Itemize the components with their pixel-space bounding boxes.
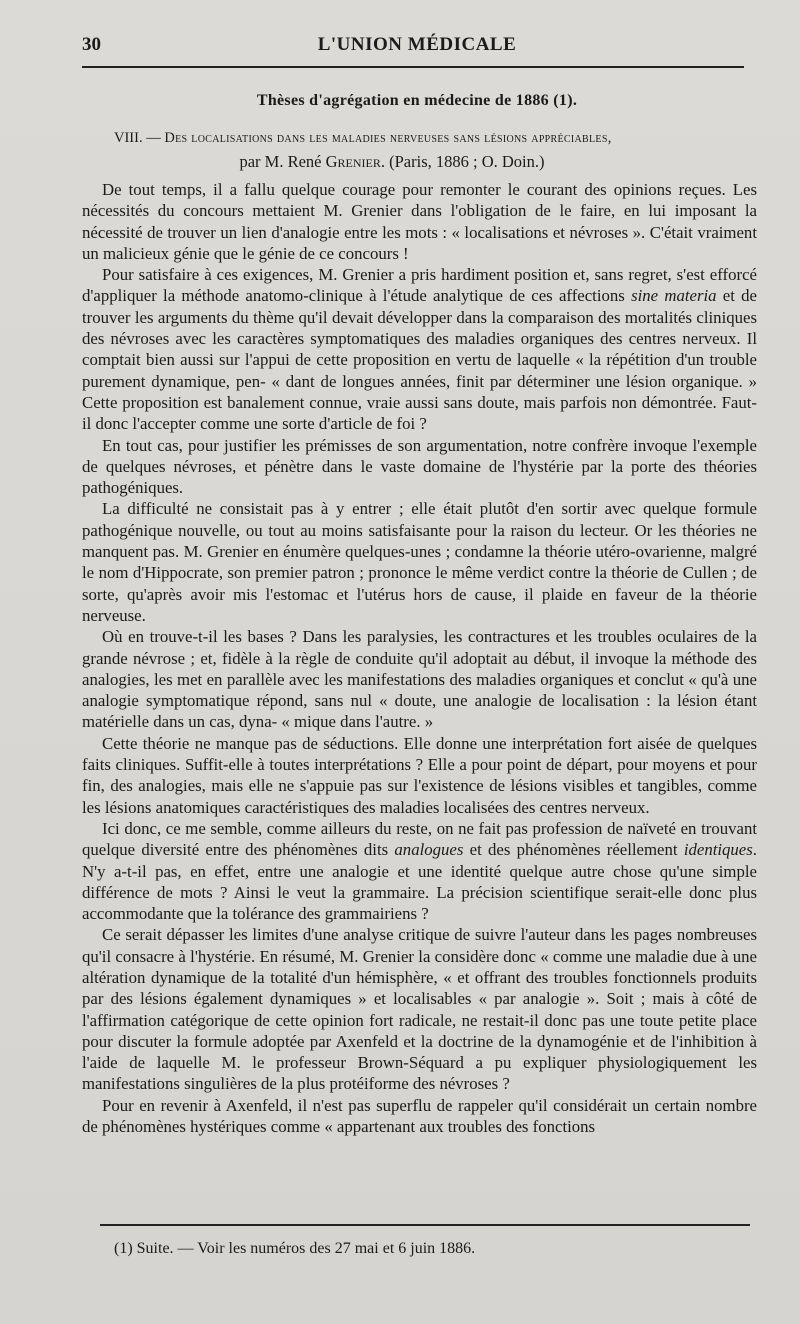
thesis-title-text: Des localisations dans les maladies nerveuses sans lésions appréciables, [164,130,612,146]
paragraph-text: et de trouver les arguments du thème qu'il devait développer dans la comparaison des mortalités cliniques des névroses avec les caractères symptomatiques des maladies organiques des centres nerveux. Il comptait bien aussi sur l'appui de cette proposition en vertu de laquelle « la répétition d'un trouble purement dynamique, pen- « dant de longues années, finit par déterminer une lésion organique. » Cette proposition est banalement connue, vraie aussi sans doute, mais parfois non démontrée. Faut-il donc l'accepter comme une sorte d'article de foi ? [82,286,757,434]
paragraph-text: En tout cas, pour justifier les prémisses de son argumentation, notre confrère invoque l'exemple de quelques névroses, et pénètre dans le vaste domaine de l'hystérie par la porte des théories pathogéniques. [82,435,757,498]
thesis-byline [82,152,702,172]
paragraph-text: La difficulté ne consistait pas à y entrer ; elle était plutôt d'en sortir avec quelque formule pathogénique nouvelle, ou tout au moins satisfaisante pour la raison du lecteur. Or les théories ne manquent pas. M. Grenier en énumère quelques-unes ; condamne la théorie utéro-ovarienne, malgré le nom d'Hippocrate, son premier patron ; prononce le même verdict contre la théorie de Cullen ; de sorte, qu'après avoir mis l'estomac et l'utérus hors de cause, il plaide en faveur de la théorie nerveuse. [82,499,757,625]
page-header [82,30,752,62]
paragraph-text: Où en trouve-t-il les bases ? Dans les paralysies, les contractures et les troubles oculaires de la grande névrose ; et, fidèle à la règle de conduite qu'il adoptait au début, il invoque la méthode des analogies, les met en parallèle avec les manifestations des maladies organiques et conclut « qu'à une analogie symptomatique répond, sans nul « doute, une analogie de localisation : la lésion étant matérielle dans un cas, dyna- « mique dans l'autre. » [82,627,757,732]
paragraph-text: Ce serait dépasser les limites d'une analyse critique de suivre l'auteur dans les pages nombreuses qu'il consacre à l'hystérie. En résumé, M. Grenier la considère donc « comme une maladie due à une altération dynamique de la totalité d'un hémisphère, « et offrant des troubles fonctionnels produits par des lésions également dynamiques » et localisables « par analogie ». Soit ; mais à côté de l'affirmation catégorique de cette opinion fort radicale, ne restait-il donc pas une toute petite place pour discuter la formule adoptée par Axenfeld et la doctrine de la dynamogénie et de l'inhibition à l'aide de laquelle M. le professeur Brown-Séquard a pu expliquer physiologiquement les manifestations singulières de la plus protéiforme des névroses ? [82,925,757,1094]
byline-prefix: par M. René [239,152,322,171]
body-paragraph [82,498,757,626]
paragraph-text: Pour satisfaire à ces exigences, M. Grenier a pris hardiment position et, sans regret, s'est efforcé d'appliquer la méthode anatomo-clinique à l'étude analytique de ces affections [82,265,757,306]
paragraph-text: . N'y a-t-il pas, en effet, entre une analogie et une identité quelque autre chose qu'une simple différence de mots ? Ainsi le veut la grammaire. La précision scientifique serait-elle donc plus accommodante que la tolérance des grammairiens ? [82,840,757,924]
italic-phrase: analogues [394,840,464,860]
paragraph-text: De tout temps, il a fallu quelque courage pour remonter le courant des opinions reçues. Les nécessités du concours mettaient M. Grenier dans l'obligation de le faire, en lui imposant la nécessité de trouver un lien d'analogie entre les mots : « localisations et névroses ». C'était vraiment un malicieux génie que le génie de ce concours ! [82,180,757,263]
footnote: (1) Suite. — Voir les numéros des 27 mai et 6 juin 1886. [114,1240,476,1257]
body-paragraph [82,924,757,1094]
header-rule [82,66,744,68]
paragraph-text: et des phénomènes réellement [463,840,684,860]
thesis-title [114,130,764,147]
body-paragraph [82,733,757,818]
body-paragraph [82,179,757,264]
footnote-rule [100,1224,750,1226]
body-paragraph [82,435,757,499]
paragraph-text: Cette théorie ne manque pas de séductions. Elle donne une interprétation fort aisée de quelques faits cliniques. Suffit-elle à toutes interprétations ? Elle a pour point de départ, pour moyens et pour fin, des analogies, mais elle ne s'appuie pas sur l'existence de lésions visibles et tangibles, comme les lésions anatomiques caractéristiques des maladies localisées des centres nerveux. [82,733,757,817]
body-paragraph [82,1095,757,1138]
article-body [82,179,757,1137]
running-title: L'UNION MÉDICALE [317,34,517,55]
paragraph-text: Ici donc, ce me semble, comme ailleurs du reste, on ne fait pas profession de naïveté en trouvant quelque diversité entre des phénomènes dits [82,818,757,860]
thesis-number: VIII. — [114,130,161,146]
body-paragraph [82,626,757,732]
page-number: 30 [82,34,101,55]
body-paragraph [82,264,757,434]
byline-suffix: . (Paris, 1886 ; O. Doin.) [380,152,545,171]
body-paragraph [82,818,757,924]
section-heading: Thèses d'agrégation en médecine de 1886 (1). [256,92,578,109]
italic-phrase: sine materia [631,286,717,306]
author-surname: Grenier [325,152,381,171]
italic-phrase: identiques [683,840,753,860]
paragraph-text: Pour en revenir à Axenfeld, il n'est pas superflu de rappeler qu'il considérait un certain nombre de phénomènes hystériques comme « appartenant aux troubles des fonctions [82,1095,757,1137]
